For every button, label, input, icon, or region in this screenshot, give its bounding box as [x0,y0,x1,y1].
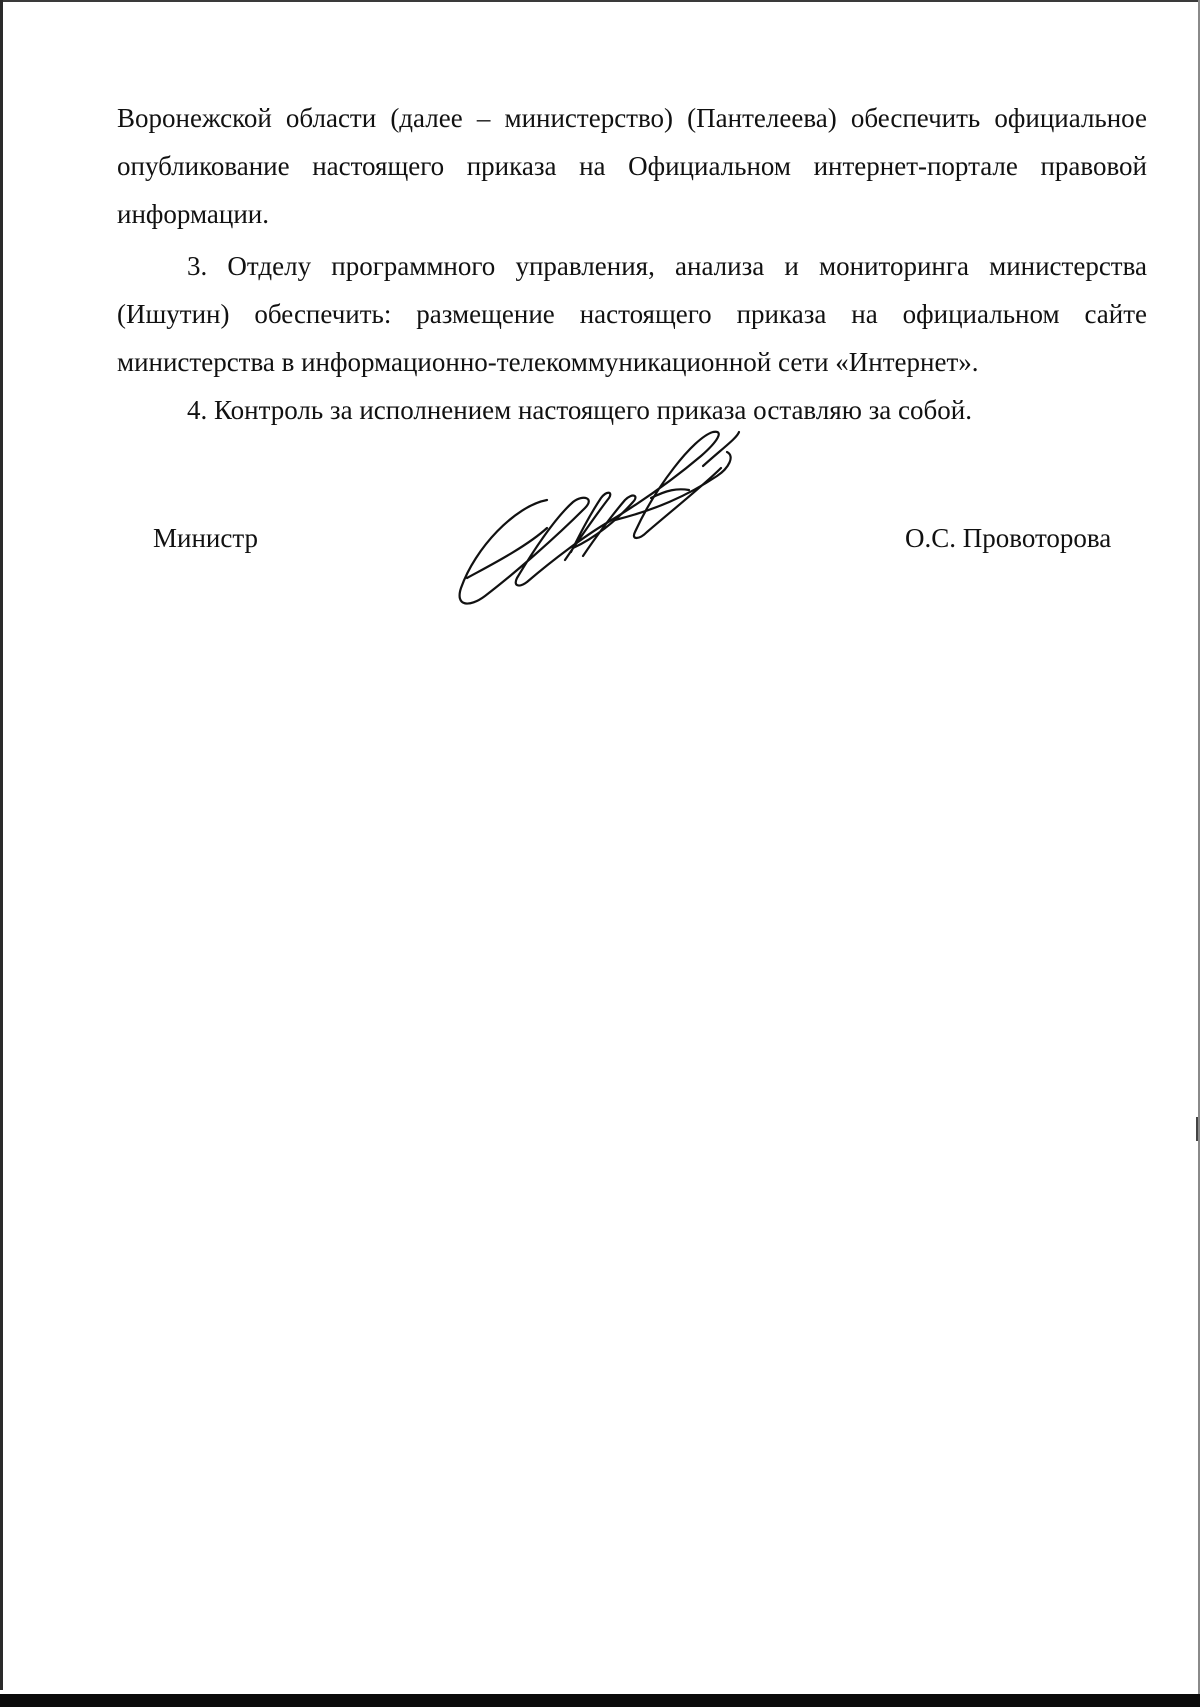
scan-edge-left [0,0,3,1690]
handwritten-signature [455,428,795,613]
scan-edge-bottom [0,1694,1200,1707]
signer-name: О.С. Провоторова [905,523,1112,553]
signer-position: Министр [153,523,258,553]
paragraph-item-3: 3. Отделу программного управления, анализа и мониторинга министерства (Ишутин) обеспечить: размещение настоящего приказа на официальном сайте министерства в информационно-телекоммуникационной сети «Интернет». [117,251,1147,377]
scan-edge-top [0,0,1200,2]
scan-edge-mark [1196,1117,1198,1141]
paragraph-publication: Воронежской области (далее – министерство) (Пантелеева) обеспечить официальное опубликование настоящего приказа на Официальном интернет-портале правовой информации. [117,103,1147,229]
paragraph-item-4: 4. Контроль за исполнением настоящего приказа оставляю за собой. [187,395,972,425]
